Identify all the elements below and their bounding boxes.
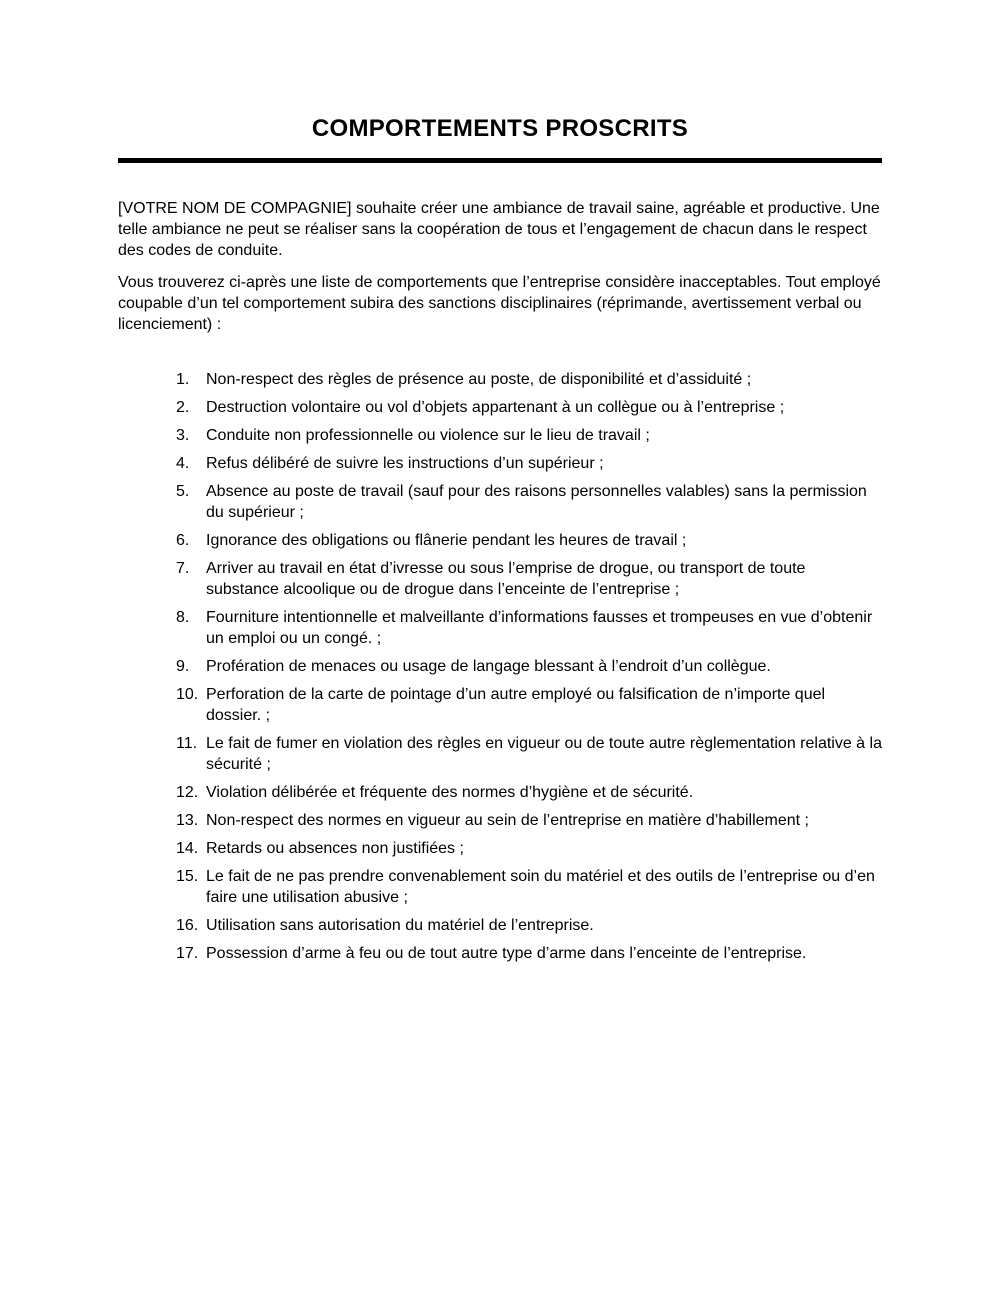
list-item [176, 684, 882, 726]
behavior-list [118, 369, 882, 964]
list-item-text: Violation délibérée et fréquente des normes d’hygiène et de sécurité. [206, 784, 694, 801]
list-item-number: 9. [176, 658, 190, 675]
list-item-number: 10. [176, 686, 199, 703]
list-item-text: Non-respect des règles de présence au poste, de disponibilité et d’assiduité ; [206, 371, 752, 388]
list-item-number: 14. [176, 840, 199, 857]
list-item [176, 733, 882, 775]
list-item [176, 397, 882, 418]
list-item [176, 810, 882, 831]
list-item [176, 782, 882, 803]
list-item [176, 425, 882, 446]
list-item-text: Le fait de ne pas prendre convenablement soin du matériel et des outils de l’entreprise ou d’en faire une utilisation abusive ; [206, 868, 875, 906]
list-item-text: Le fait de fumer en violation des règles en vigueur ou de toute autre règlementation relative à la sécurité ; [206, 735, 882, 773]
list-item-number: 17. [176, 945, 199, 962]
list-item-number: 12. [176, 784, 199, 801]
list-item-number: 5. [176, 483, 190, 500]
list-item [176, 530, 882, 551]
list-item [176, 453, 882, 474]
list-item-text: Conduite non professionnelle ou violence sur le lieu de travail ; [206, 427, 650, 444]
intro-paragraph-2: Vous trouverez ci-après une liste de comportements que l’entreprise considère inacceptables. Tout employé coupable d’un tel comportement subira des sanctions disciplinaires (réprimande, avertissement verbal ou licenciement) : [118, 274, 881, 333]
title-rule [118, 158, 882, 163]
list-item-number: 7. [176, 560, 190, 577]
list-item-text: Profération de menaces ou usage de langage blessant à l’endroit d’un collègue. [206, 658, 771, 675]
list-item [176, 369, 882, 390]
list-item [176, 607, 882, 649]
list-item-number: 2. [176, 399, 190, 416]
list-item-text: Utilisation sans autorisation du matériel de l’entreprise. [206, 917, 594, 934]
page-title: COMPORTEMENTS PROSCRITS [311, 115, 689, 142]
list-item [176, 838, 882, 859]
list-item-number: 6. [176, 532, 190, 549]
list-item-number: 4. [176, 455, 190, 472]
list-item-text: Fourniture intentionnelle et malveillante d’informations fausses et trompeuses en vue d’obtenir un emploi ou un congé. ; [206, 609, 873, 647]
list-item-number: 15. [176, 868, 199, 885]
list-item-text: Refus délibéré de suivre les instructions d’un supérieur ; [206, 455, 604, 472]
list-item-number: 3. [176, 427, 190, 444]
list-item [176, 915, 882, 936]
list-item-text: Arriver au travail en état d’ivresse ou sous l’emprise de drogue, ou transport de toute substance alcoolique ou de drogue dans l’enceinte de l’entreprise ; [206, 560, 806, 598]
list-item [176, 558, 882, 600]
list-item-number: 11. [176, 735, 198, 752]
list-item-text: Non-respect des normes en vigueur au sein de l’entreprise en matière d’habillement ; [206, 812, 809, 829]
list-item [176, 943, 882, 964]
list-item-text: Absence au poste de travail (sauf pour des raisons personnelles valables) sans la permission du supérieur ; [206, 483, 867, 521]
list-item [176, 866, 882, 908]
list-item-number: 1. [176, 371, 190, 388]
list-item-number: 13. [176, 812, 199, 829]
list-item-text: Retards ou absences non justifiées ; [206, 840, 464, 857]
list-item-text: Perforation de la carte de pointage d’un autre employé ou falsification de n’importe quel dossier. ; [206, 686, 826, 724]
list-item-text: Ignorance des obligations ou flânerie pendant les heures de travail ; [206, 532, 687, 549]
list-item [176, 481, 882, 523]
intro-paragraph-1: [VOTRE NOM DE COMPAGNIE] souhaite créer une ambiance de travail saine, agréable et productive. Une telle ambiance ne peut se réaliser sans la coopération de tous et l’engagement de chacun dans le respect des codes de conduite. [118, 200, 880, 259]
list-item [176, 656, 882, 677]
list-item-text: Possession d’arme à feu ou de tout autre type d’arme dans l’enceinte de l’entreprise. [206, 945, 807, 962]
list-item-number: 16. [176, 917, 199, 934]
list-item-number: 8. [176, 609, 190, 626]
list-item-text: Destruction volontaire ou vol d’objets appartenant à un collègue ou à l’entreprise ; [206, 399, 785, 416]
